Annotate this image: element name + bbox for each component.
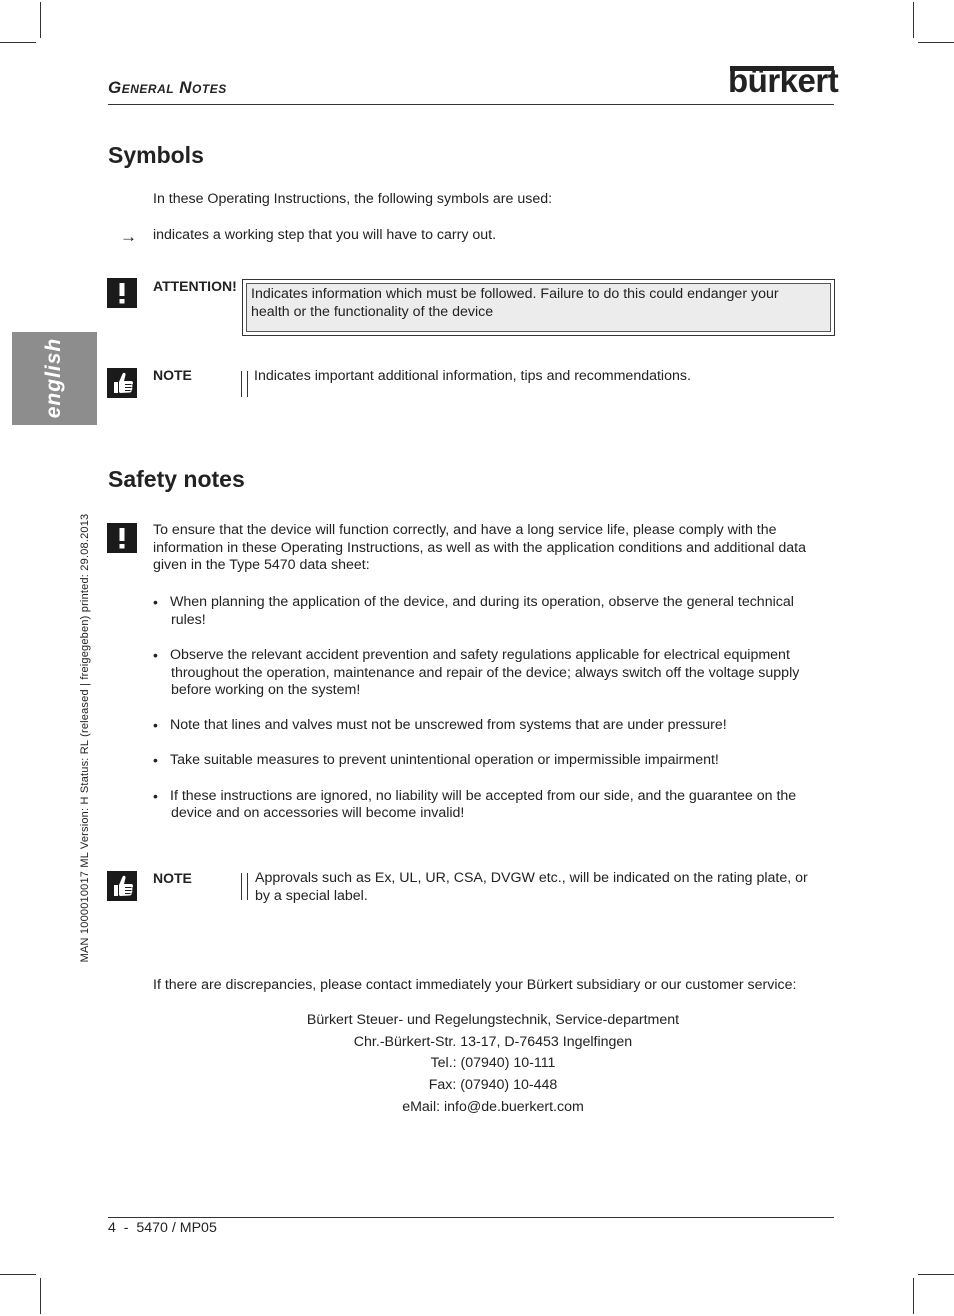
attention-label: ATTENTION!	[153, 278, 237, 294]
note-text: Indicates important additional information, tips and recommendations.	[254, 368, 691, 384]
attention-box-inner	[246, 283, 831, 332]
safety-intro-line: given in the Type 5470 data sheet:	[153, 557, 370, 573]
exclamation-icon	[107, 278, 137, 308]
bullet-glyph: •	[153, 594, 158, 610]
crop-mark	[913, 1278, 914, 1314]
attention-box	[242, 279, 835, 336]
footer-rule	[108, 1217, 834, 1218]
bullet-text-line: rules!	[171, 612, 206, 628]
bullet-glyph: •	[153, 717, 158, 733]
crop-mark	[913, 2, 914, 38]
note-marker-bars	[241, 873, 248, 900]
thumbs-up-hand-icon	[107, 368, 137, 398]
contact-address: Chr.-Bürkert-Str. 13-17, D-76453 Ingelfingen	[353, 1034, 633, 1050]
note-text-line: by a special label.	[255, 888, 368, 904]
arrow-description: indicates a working step that you will have to carry out.	[153, 227, 497, 243]
crop-mark	[0, 42, 36, 43]
header-rule	[108, 104, 834, 105]
language-tab	[12, 332, 97, 425]
bullet-text-line: Observe the relevant accident prevention and safety regulations applicable for electrical equipment	[170, 647, 790, 663]
page-reference: 4 - 5470 / MP05	[108, 1220, 217, 1236]
section-title: General Notes	[108, 78, 227, 97]
arrow-icon: →	[120, 227, 137, 246]
exclamation-icon	[107, 523, 137, 553]
bullet-text-line: If these instructions are ignored, no liability will be accepted from our side, and the guarantee on the	[170, 788, 797, 804]
note-label: NOTE	[153, 367, 192, 383]
bullet-glyph: •	[153, 752, 158, 768]
thumbs-up-hand-icon	[107, 871, 137, 901]
safety-heading: Safety notes	[108, 466, 245, 492]
bullet-text-line: When planning the application of the device, and during its operation, observe the general technical	[170, 594, 794, 610]
contact-tel: Tel.: (07940) 10-111	[430, 1055, 556, 1071]
bullet-text-line: device and on accessories will become invalid!	[171, 805, 465, 821]
note-text-line: Approvals such as Ex, UL, UR, CSA, DVGW etc., will be indicated on the rating plate, or	[255, 870, 808, 886]
contact-company: Bürkert Steuer- und Regelungstechnik, Service-department	[306, 1012, 680, 1028]
crop-mark	[40, 2, 41, 38]
crop-mark	[40, 1278, 41, 1314]
safety-intro	[153, 522, 843, 575]
bullet-text-line: Note that lines and valves must not be unscrewed from systems that are under pressure!	[170, 717, 727, 733]
crop-mark	[918, 1274, 954, 1275]
document-meta: MAN 1000010017 ML Version: H Status: RL (released | freigegeben) printed: 29.08.2013	[79, 513, 91, 963]
note-marker-bars	[241, 371, 248, 397]
note-label: NOTE	[153, 870, 192, 886]
attention-text-line: health or the functionality of the device	[251, 303, 494, 320]
attention-text-line: Indicates information which must be followed. Failure to do this could endanger your	[251, 286, 779, 302]
symbols-heading: Symbols	[108, 142, 204, 168]
safety-intro-line: To ensure that the device will function correctly, and have a long service life, please comply with the	[153, 522, 777, 538]
bullet-glyph: •	[153, 788, 158, 804]
symbols-intro: In these Operating Instructions, the following symbols are used:	[153, 191, 553, 207]
safety-intro-line: information in these Operating Instructions, as well as with the application conditions and additional data	[153, 539, 807, 556]
brand-logo: bürkert	[728, 62, 839, 99]
bullet-text-line: Take suitable measures to prevent unintentional operation or impermissible impairment!	[170, 752, 719, 768]
bullet-glyph: •	[153, 647, 158, 663]
contact-email: eMail: info@de.buerkert.com	[402, 1099, 584, 1115]
crop-mark	[918, 42, 954, 43]
contact-fax: Fax: (07940) 10-448	[428, 1077, 558, 1093]
bullet-text-line: throughout the operation, maintenance and repair of the device; always switch off the voltage supply	[171, 665, 800, 681]
bullet-text-line: before working on the system!	[171, 682, 361, 698]
contact-intro: If there are discrepancies, please contact immediately your Bürkert subsidiary or our customer service:	[153, 977, 797, 993]
language-label: english	[42, 337, 65, 419]
crop-mark	[0, 1274, 36, 1275]
